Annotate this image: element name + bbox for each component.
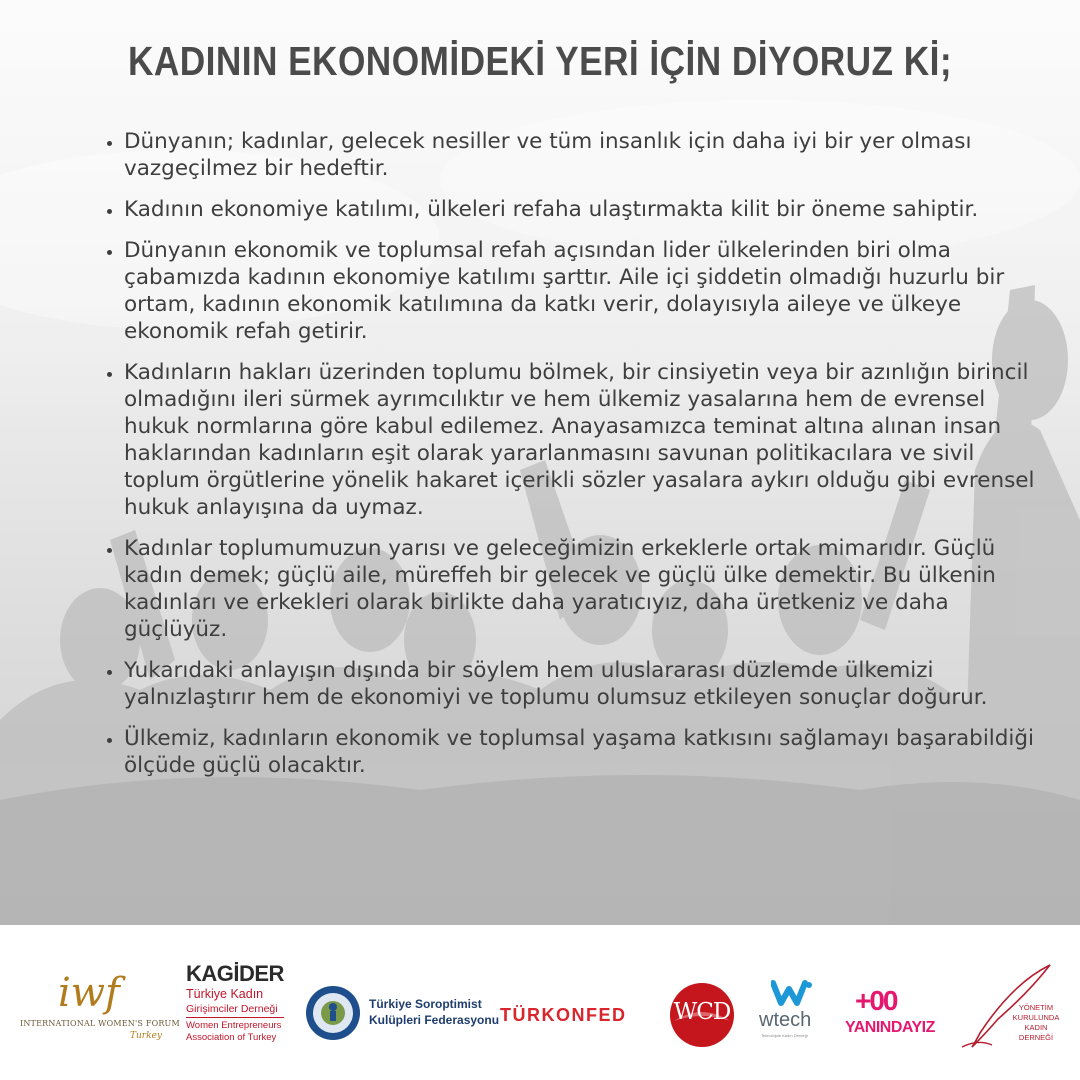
wtech-logo [755,977,830,1047]
soroptimist-emblem-icon [305,985,361,1041]
wtech-logo-sub: Teknolojide Kadın Derneği [761,1033,808,1038]
kagider-logo-line4: Association of Turkey [186,1032,277,1043]
iwf-logo-country: Turkey [130,1031,162,1041]
statement-item: • Kadınların hakları üzerinden toplumu bölmek, bir cinsiyetin veya bir azınlığın birincil olmadığını ileri sürmek ayrımcılıktır ve hem ülkemiz yasalarına hem de evrensel hukuk normlarına göre kabul edilemez. Anayasamızca teminat altına alınan insan haklarından kadınların eşit olarak yararlanmasını savunan politikacılara ve sivil toplum örgütlerine yönelik hakaret içerikli sözler yasalara aykırı olduğu gibi evrensel hukuk anlayışına da uymaz. [124,359,1054,521]
yanindayiz-logo-name: YANINDAYIZ [845,1019,935,1036]
soroptimist-logo-line2: Kulüpleri Federasyonu [369,1013,500,1027]
iwf-logo-mark: iwf [58,970,120,1016]
yonetim-logo-line3: KADIN [1024,1023,1048,1032]
yonetim-logo-line2: KURULUNDA [1012,1013,1060,1022]
statement-item: • Dünyanın ekonomik ve toplumsal refah açısından lider ülkelerinden biri olma çabamızda kadının ekonomiye katılımı şarttır. Aile içi şiddetin olmadığı huzurlu bir ortam, kadının ekonomik katılımına da katkı verir, dolayısıyla aileye ve ülkeye ekonomik refah getirir. [124,237,1054,345]
statement-item: • Yukarıdaki anlayışın dışında bir söylem hem uluslararası düzlemde ülkemizi yalnızlaştırır hem de ekonomiyi ve toplumu olumsuz etkileyen sonuçlar doğurur. [124,657,1054,711]
turkonfed-logo: TÜRKONFED [500,1005,627,1025]
kagider-logo-line2: Girişimciler Derneği [186,1003,278,1015]
kagider-logo-line3: Women Entrepreneurs [186,1020,282,1031]
wtech-logo-name: wtech [759,1009,812,1031]
statement-item: • Kadının ekonomiye katılımı, ülkeleri refaha ulaştırmakta kilit bir öneme sahiptir. [124,196,1054,223]
iwf-logo-line: INTERNATIONAL WOMEN'S FORUM [20,1019,180,1028]
soroptimist-logo [305,983,500,1043]
kagider-logo-line1: Türkiye Kadın [186,987,264,1001]
soroptimist-logo-line1: Türkiye Soroptimist [369,997,482,1011]
partner-logos-bar [0,925,1080,1080]
yanindayiz-logo-mark: +00 [855,985,897,1016]
yonetim-logo-line1: YÖNETİM [1018,1003,1054,1012]
kagider-logo-name: KAGİDER [186,961,284,986]
statement-item: • Dünyanın; kadınlar, gelecek nesiller ve tüm insanlık için daha iyi bir yer olması vazgeçilmez bir hedeftir. [124,128,1054,182]
kagider-logo [180,961,290,1047]
wcd-logo [668,981,736,1049]
yonetim-kurulunda-kadin-dernegi-logo [958,963,1068,1053]
statement-item: • Kadınlar toplumumuzun yarısı ve geleceğimizin erkeklerle ortak mimarıdır. Güçlü kadın demek; güçlü aile, müreffeh bir gelecek ve güçlü ülke demektir. Bu ülkenin kadınları ve erkekleri olarak birlikte daha yaratıcıyız, daha üretkeniz ve daha güçlüyüz. [124,535,1054,643]
iwf-logo [20,970,180,1045]
headline: KADININ EKONOMİDEKİ YERİ İÇİN DİYORUZ Kİ; [127,38,953,84]
wtech-mark-icon [771,979,813,1007]
kagider-logo-divider [186,1017,284,1018]
yanindayiz-logo [845,987,950,1047]
yonetim-logo-line4: DERNEĞİ [1018,1033,1054,1042]
statement-list [97,128,1054,793]
wcd-logo-name: WCD [673,999,731,1025]
statement-item: • Ülkemiz, kadınların ekonomik ve toplumsal yaşama katkısını sağlamayı başarabildiği ölçüde güçlü olacaktır. [124,725,1054,779]
